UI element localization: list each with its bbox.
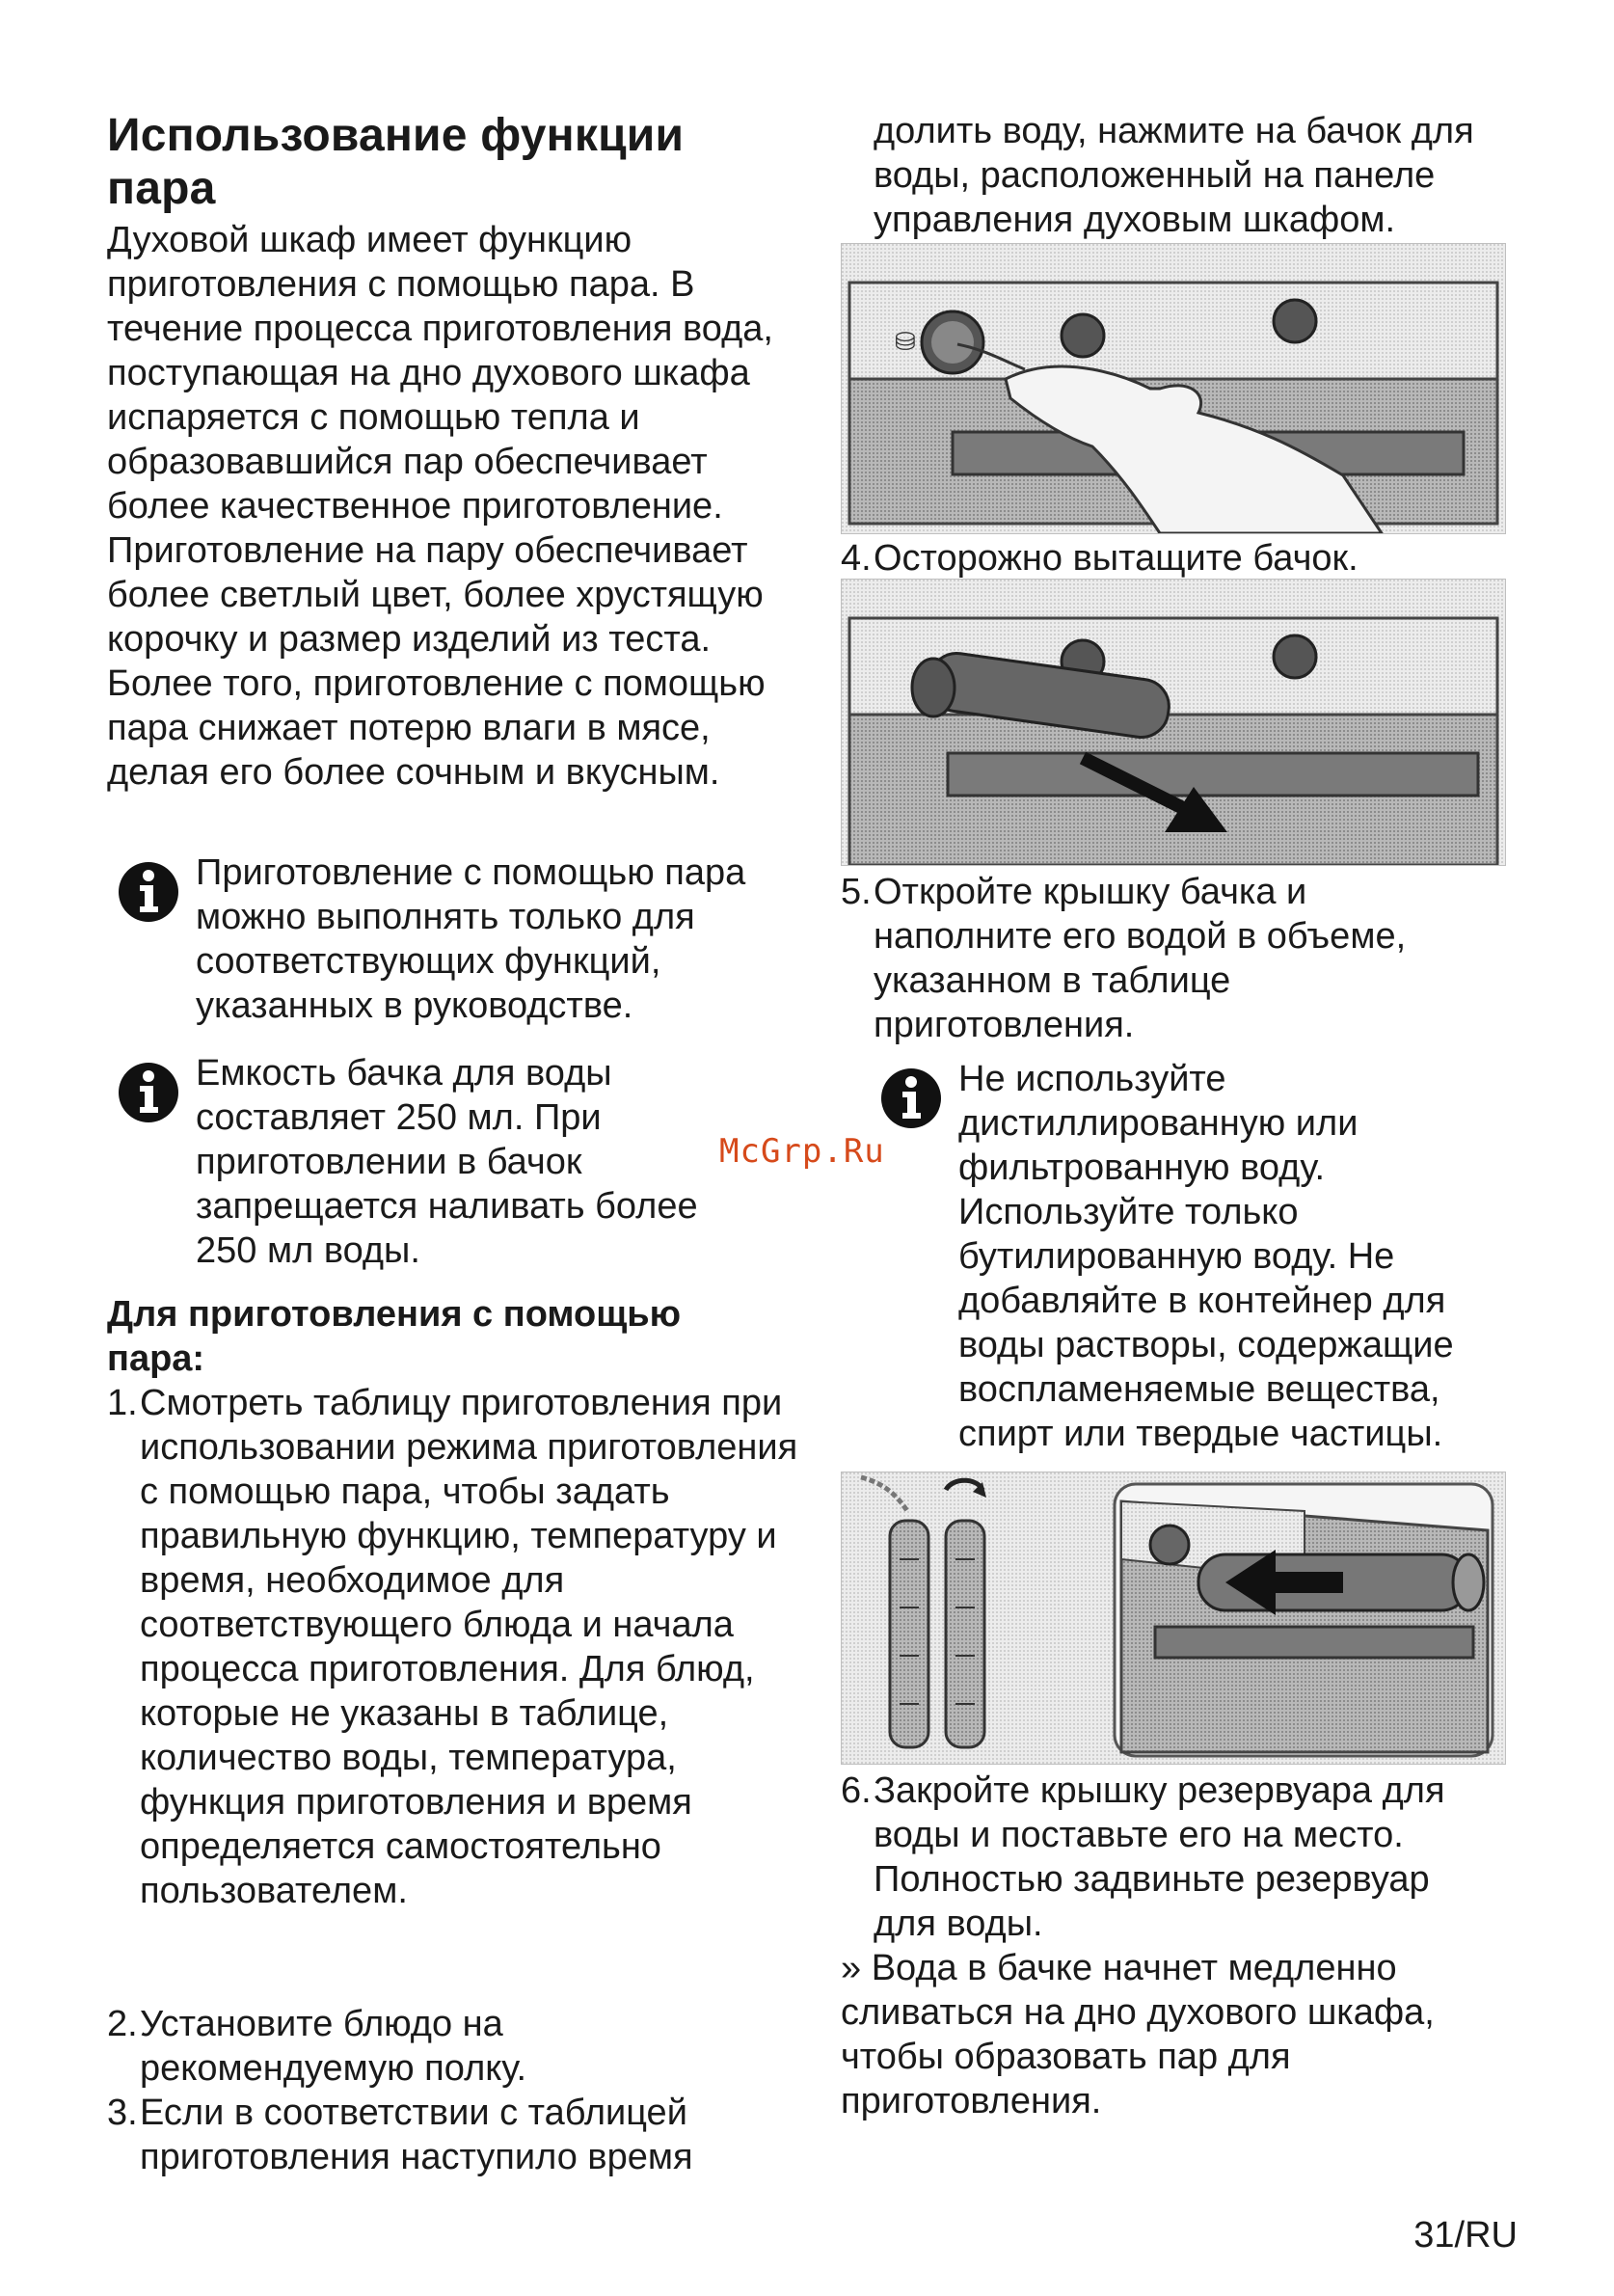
step-text: Откройте крышку бачка и наполните его водой в объеме, указанном в таблице приготовления. [874, 872, 1407, 1045]
step-number: 1. [107, 1383, 138, 1423]
step-text: Закройте крышку резервуара для воды и поставьте его на место. Полностью задвиньте резервуар для воды. [874, 1770, 1445, 1944]
step-3-continued: долить воду, нажмите на бачок для воды, расположенный на панеле управления духовым шкафом. [874, 111, 1474, 240]
figure-press-tank [841, 243, 1506, 534]
step-text: Если в соответствии с таблицей приготовления наступило время [140, 2093, 693, 2177]
step-4 [841, 536, 1504, 581]
note-water-type [879, 1057, 1496, 1456]
step-2 [107, 2002, 811, 2091]
watermark: McGrp.Ru [719, 1132, 885, 1171]
step-1 [107, 1381, 811, 1913]
page-number: 31/RU [1413, 2215, 1518, 2255]
step-number: 6. [841, 1770, 872, 1811]
step-5 [841, 870, 1504, 1047]
note-tank-capacity [117, 1051, 811, 1273]
figure-fill-insert-tank [841, 1472, 1506, 1765]
figure-pull-tank [841, 579, 1506, 866]
info-icon [879, 1067, 943, 1130]
info-icon [117, 1061, 180, 1124]
step-text: Осторожно вытащите бачок. [874, 538, 1358, 579]
page-title: Использование функции пара [107, 110, 685, 214]
step-text: Смотреть таблицу приготовления при использовании режима приготовления с помощью пара, чтобы задать правильную функцию, температуру и время, необходимое для соответствующего блюда и начала процесса приготовления. Для блюд, которые не указаны в таблице, количество воды, температура, функция приготовления и время определяется самостоятельно пользователем. [140, 1383, 798, 1911]
step-number: 3. [107, 2093, 138, 2133]
note-text: Не используйте дистиллированную или фильтрованную воду. Используйте только бутилированную воду. Не добавляйте в контейнер для воды растворы, содержащие воспламеняемые вещества, спирт или твердые частицы. [958, 1059, 1454, 1454]
result-paragraph: » Вода в бачке начнет медленно сливаться на дно духового шкафа, чтобы образовать пар для приготовления. [841, 1948, 1435, 2121]
note-steam-functions [117, 851, 811, 1028]
note-text: Емкость бачка для воды составляет 250 мл. При приготовлении в бачок запрещается наливать более 250 мл воды. [196, 1053, 698, 1271]
info-icon [117, 860, 180, 924]
note-text: Приготовление с помощью пара можно выполнять только для соответствующих функций, указанных в руководстве. [196, 852, 746, 1026]
step-number: 2. [107, 2004, 138, 2044]
step-6 [841, 1769, 1504, 1946]
svg-text:⛁: ⛁ [895, 328, 916, 357]
step-number: 4. [841, 538, 872, 579]
section-subheading: Для приготовления с помощью пара: [107, 1294, 682, 1379]
step-number: 5. [841, 872, 872, 912]
intro-paragraph: Духовой шкаф имеет функцию приготовления с помощью пара. В течение процесса приготовления вода, поступающая на дно духового шкафа испаряется с помощью тепла и образовавшийся пар обеспечивает более качественное приготовление. Приготовление на пару обеспечивает более светлый цвет, более хрустящую корочку и размер изделий из теста. Более того, приготовление с помощью пара снижает потерю влаги в мясе, делая его более сочным и вкусным. [107, 220, 773, 793]
step-text: Установите блюдо на рекомендуемую полку. [140, 2004, 527, 2089]
step-3 [107, 2091, 811, 2179]
